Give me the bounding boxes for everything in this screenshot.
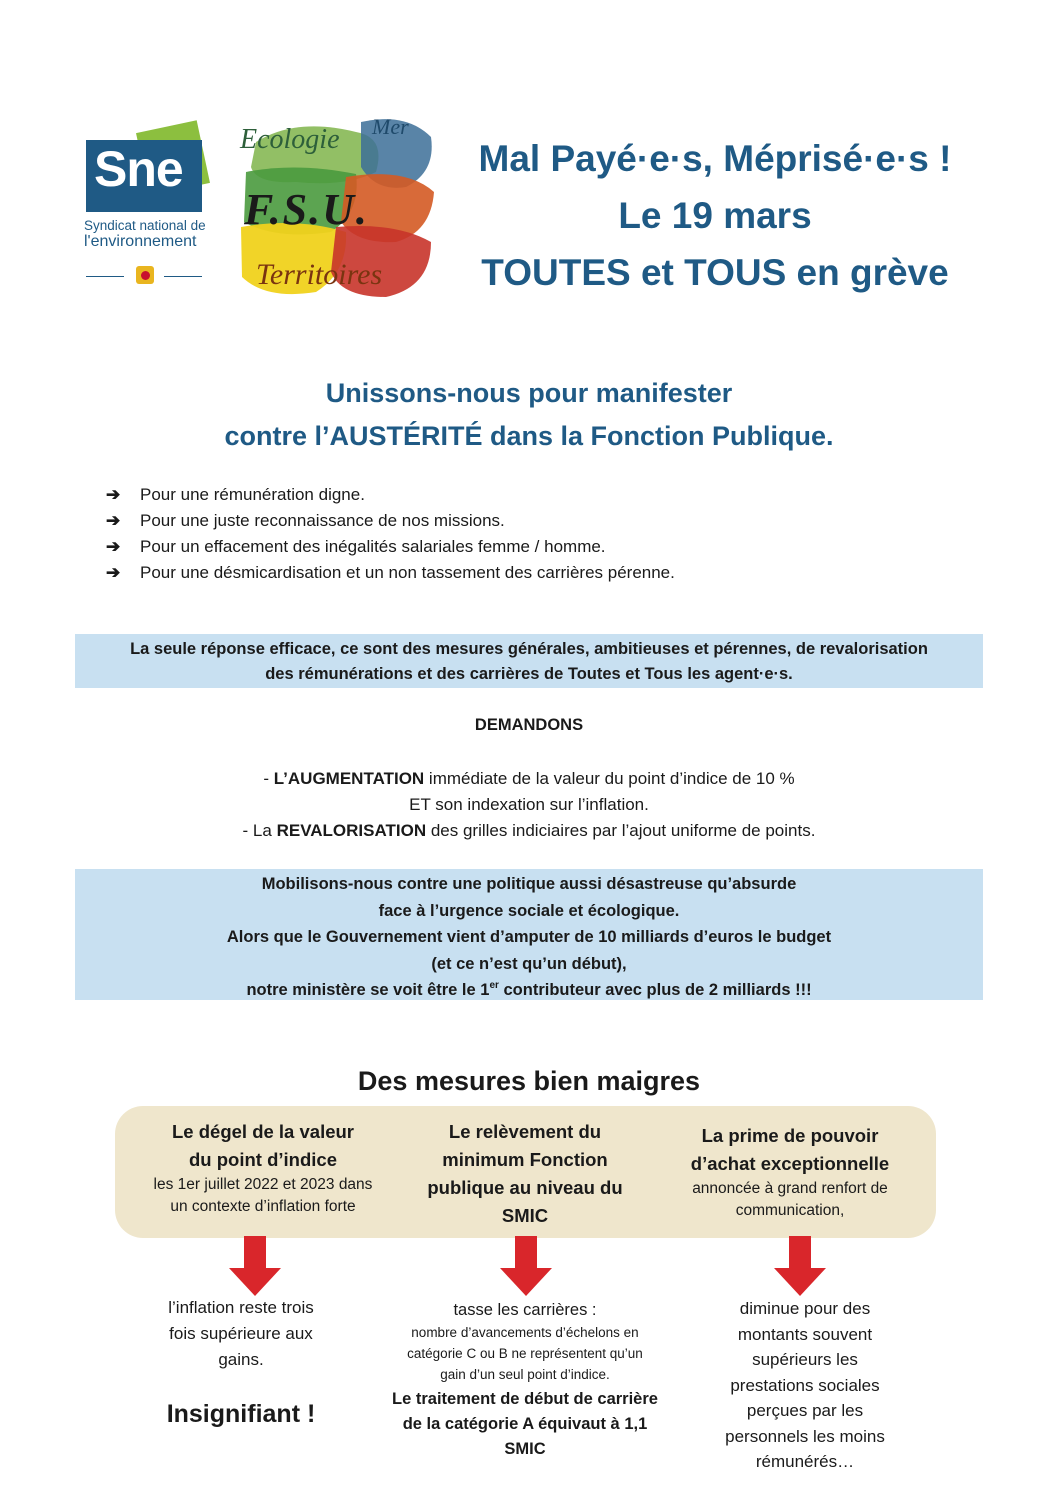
result-line: perçues par les xyxy=(746,1401,864,1420)
box1-line-1: La seule réponse efficace, ce sont des mesures générales, ambitieuses et pérennes, de revalorisation xyxy=(130,640,928,658)
fsu-logo-wordmark: F.S.U. xyxy=(244,185,369,234)
result-detail: gain d’un seul point d’indice. xyxy=(440,1367,610,1382)
right-arrow-icon: ➔ xyxy=(106,537,121,556)
demand-line-3 xyxy=(75,818,983,844)
box2-last-rest: contributeur avec plus de 2 milliards !!! xyxy=(498,981,812,999)
mesure-text: annoncée à grand renfort de xyxy=(692,1180,888,1197)
demand-keyword: L’AUGMENTATION xyxy=(273,769,425,788)
union-mark-icon xyxy=(136,266,154,284)
result-emphasis: SMIC xyxy=(504,1440,546,1458)
result-line: l’inflation reste trois xyxy=(168,1298,314,1317)
title-line-1: Mal Payé·e·s, Méprisé·e·s ! xyxy=(478,138,952,179)
demand-prefix: - La xyxy=(242,821,277,840)
mesure-heading: Le relèvement du xyxy=(448,1121,602,1142)
demand-line-2: ET son indexation sur l’inflation. xyxy=(409,795,649,814)
result-line: fois supérieure aux xyxy=(169,1324,313,1343)
mesure-text: un contexte d’inflation forte xyxy=(170,1198,356,1215)
demand-text: immédiate de la valeur du point d’indice de 10 % xyxy=(424,769,795,788)
sne-divider-left xyxy=(86,276,124,277)
sne-logo-subtitle xyxy=(84,218,206,250)
title-line-2: Le 19 mars xyxy=(618,195,812,236)
down-arrow-icon xyxy=(500,1236,552,1296)
list-item xyxy=(106,482,675,508)
box1-line-2: des rémunérations et des carrières de Toutes et Tous les agent·e·s. xyxy=(265,665,793,683)
mesure-column-3 xyxy=(660,1122,920,1222)
title-line-3: TOUTES et TOUS en grève xyxy=(481,252,949,293)
bullet-text: Pour une rémunération digne. xyxy=(140,485,365,504)
mesure-heading: d’achat exceptionnelle xyxy=(690,1153,890,1174)
fsu-logo-mer: Mer xyxy=(372,114,409,139)
mesure-result-3 xyxy=(690,1296,920,1475)
mesure-heading: Le dégel de la valeur xyxy=(172,1121,354,1142)
list-item xyxy=(106,560,675,586)
mesures-title: Des mesures bien maigres xyxy=(357,1066,701,1096)
box2-line-2: face à l’urgence sociale et écologique. xyxy=(378,901,680,920)
right-arrow-icon: ➔ xyxy=(106,511,121,530)
box2-superscript: er xyxy=(489,980,499,991)
result-line: diminue pour des xyxy=(739,1299,871,1318)
bullet-text: Pour un effacement des inégalités salariales femme / homme. xyxy=(140,537,606,556)
bullet-text: Pour une désmicardisation et un non tassement des carrières pérenne. xyxy=(140,563,675,582)
mesure-text: communication, xyxy=(735,1202,845,1219)
result-line: prestations sociales xyxy=(730,1375,880,1395)
result-detail: catégorie C ou B ne représentent qu’un xyxy=(407,1346,643,1361)
mesure-heading: du point d’indice xyxy=(189,1149,337,1170)
result-line: personnels les moins xyxy=(725,1426,885,1446)
mesure-heading: SMIC xyxy=(501,1205,549,1226)
result-emphasis: Le traitement de début de carrière xyxy=(392,1390,658,1408)
down-arrow-icon xyxy=(229,1236,281,1296)
subtitle-line-1: Unissons-nous pour manifester xyxy=(325,378,733,408)
box2-line-3: Alors que le Gouvernement vient d’amputer de 10 milliards d’euros le budget xyxy=(226,928,832,946)
box2-line-4: (et ce n’est qu’un début), xyxy=(431,954,627,973)
sne-logo-wordmark: Sne xyxy=(94,141,183,197)
result-line: montants souvent xyxy=(737,1324,873,1344)
result-line: rémunérés… xyxy=(755,1452,855,1471)
demand-keyword: REVALORISATION xyxy=(276,821,427,840)
demand-prefix: - xyxy=(263,769,274,788)
result-detail: nombre d’avancements d’échelons en xyxy=(411,1325,639,1340)
demands-block xyxy=(75,766,983,844)
fsu-logo-ecologie: Ecologie xyxy=(240,124,340,155)
mesure-text: les 1er juillet 2022 et 2023 dans xyxy=(153,1176,373,1193)
result-line: supérieurs les xyxy=(752,1350,858,1369)
mesure-heading: La prime de pouvoir xyxy=(701,1125,879,1146)
fsu-logo-territoires: Territoires xyxy=(256,258,383,291)
box2-line-1: Mobilisons-nous contre une politique aussi désastreuse qu’absurde xyxy=(261,875,797,893)
highlight-box-mobilisation xyxy=(75,869,983,1000)
demand-line-1 xyxy=(75,766,983,792)
verdict-text: Insignifiant ! xyxy=(166,1400,316,1428)
mesure-result-2 xyxy=(360,1298,690,1462)
right-arrow-icon: ➔ xyxy=(106,563,121,582)
mesure-heading: minimum Fonction xyxy=(442,1149,608,1170)
mesure-column-1 xyxy=(128,1118,398,1218)
box2-line-5 xyxy=(75,977,983,1004)
demandons-heading: DEMANDONS xyxy=(474,716,584,734)
result-lead: tasse les carrières : xyxy=(453,1301,597,1319)
sne-logo xyxy=(84,126,206,296)
right-arrow-icon: ➔ xyxy=(106,485,121,504)
page-title xyxy=(450,130,980,301)
fsu-logo xyxy=(236,112,436,307)
demand-text: des grilles indiciaires par l’ajout uniforme de points. xyxy=(426,821,816,840)
list-item xyxy=(106,534,675,560)
result-line: gains. xyxy=(218,1350,264,1369)
sne-subtitle-line2: l'environnement xyxy=(84,233,197,250)
bullet-text: Pour une juste reconnaissance de nos missions. xyxy=(140,511,505,530)
sne-divider-right xyxy=(164,276,202,277)
mesure-result-1 xyxy=(130,1295,352,1373)
section-subtitle xyxy=(100,372,958,458)
sne-subtitle-line1: Syndicat national de xyxy=(84,218,206,233)
list-item xyxy=(106,508,675,534)
box2-last-prefix: notre ministère se voit être le 1 xyxy=(246,981,490,999)
subtitle-line-2: contre l’AUSTÉRITÉ dans la Fonction Publique. xyxy=(224,421,834,451)
down-arrow-icon xyxy=(774,1236,826,1296)
mesure-column-2 xyxy=(400,1118,650,1230)
mesure-heading: publique au niveau du xyxy=(427,1177,623,1198)
demands-bullet-list xyxy=(106,482,675,586)
result-emphasis: de la catégorie A équivaut à 1,1 xyxy=(402,1415,648,1433)
highlight-box-response xyxy=(75,634,983,688)
